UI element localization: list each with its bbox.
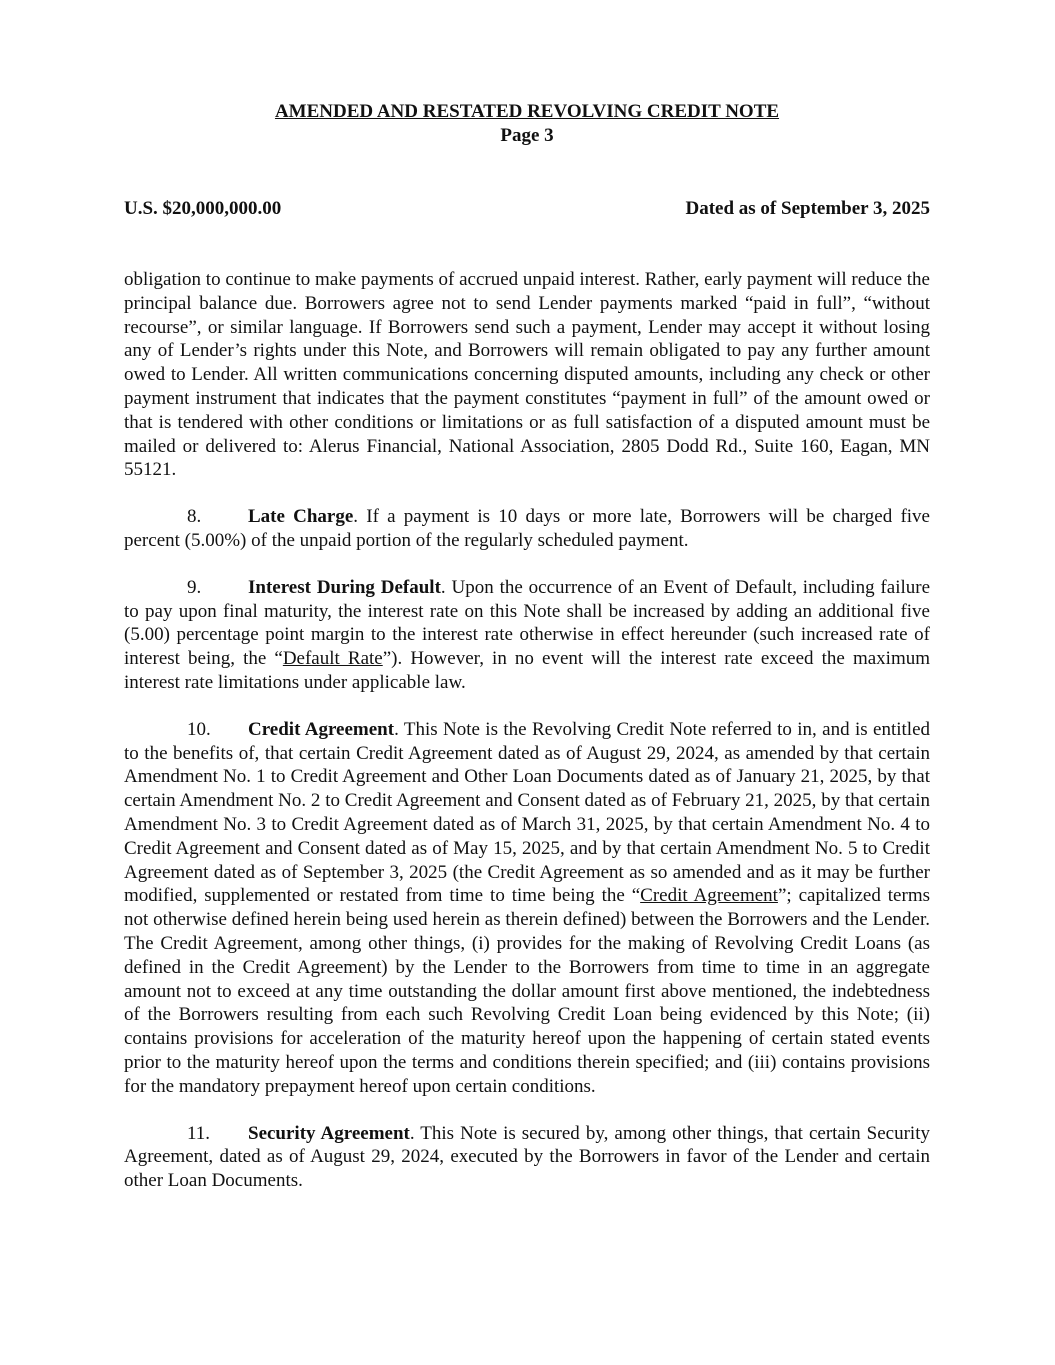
section-text-continued: ”; capitalized terms not otherwise defined herein being used herein as therein defined) between the Borrowers and the Lender. The Credit Agreement, among other things, (i) provides for the making of Revolving Credit Loans (as defined in the Credit Agreement) by the Lender to the Borrowers from time to time in an aggregate amount not to exceed at any time outstanding the dollar amount first above mentioned, the indebtedness of the Borrowers resulting from each such Revolving Credit Loan being evidenced by this Note; (ii) contains provisions for acceleration of the maturity hereof upon the happening of certain stated events prior to the maturity hereof upon the terms and conditions therein specified; and (iii) contains provisions for the mandatory prepayment hereof upon certain conditions. <box>124 885 930 1097</box>
defined-term-credit-agreement: Credit Agreement <box>640 885 778 907</box>
section-security-agreement <box>124 1122 930 1193</box>
document-title: AMENDED AND RESTATED REVOLVING CREDIT NOTE <box>274 101 780 122</box>
document-page <box>124 100 930 1216</box>
section-number: 11. <box>187 1122 211 1144</box>
section-interest-during-default <box>124 576 930 695</box>
section-text: . Upon the occurrence of an Event of Default, including failure to pay upon final maturity, the interest rate on this Note shall be increased by adding an additional five (5.00) percentage point margin to the interest rate otherwise in effect hereunder (such increased rate of interest being, the “ <box>124 576 931 670</box>
principal-amount: U.S. $20,000,000.00 <box>124 198 282 219</box>
section-late-charge <box>124 505 930 553</box>
page-number: Page 3 <box>500 125 554 146</box>
section-heading: Interest During Default <box>248 576 441 598</box>
note-date: Dated as of September 3, 2025 <box>685 198 930 219</box>
note-header-row <box>124 197 930 221</box>
section-number: 10. <box>187 718 211 740</box>
section-credit-agreement <box>124 718 930 1099</box>
section-text-continued: ”). However, in no event will the interest rate exceed the maximum interest rate limitations under applicable law. <box>124 648 931 693</box>
section-heading: Credit Agreement <box>248 718 395 740</box>
section-number: 9. <box>187 576 202 598</box>
section-text: . If a payment is 10 days or more late, Borrowers will be charged five percent (5.00%) of the unpaid portion of the regularly scheduled payment. <box>124 506 930 551</box>
section-text: . This Note is the Revolving Credit Note referred to in, and is entitled to the benefits of, that certain Credit Agreement dated as of August 29, 2024, as amended by that certain Amendment No. 1 to Credit Agreement and Other Loan Documents dated as of January 21, 2025, by that certain Amendment No. 2 to Credit Agreement and Consent dated as of February 21, 2025, by that certain Amendment No. 3 to Credit Agreement dated as of March 31, 2025, by that certain Amendment No. 4 to Credit Agreement and Consent dated as of May 15, 2025, and by that certain Amendment No. 5 to Credit Agreement dated as of September 3, 2025 (the Credit Agreement as so amended and as it may be further modified, supplemented or restated from time to time being the “ <box>124 718 931 907</box>
section-text: . This Note is secured by, among other things, that certain Security Agreement, dated as of August 29, 2024, executed by the Borrowers in favor of the Lender and certain other Loan Documents. <box>124 1122 930 1192</box>
title-block <box>124 100 930 148</box>
section-heading: Security Agreement <box>248 1122 410 1144</box>
defined-term-default-rate: Default Rate <box>282 648 383 670</box>
note-body <box>124 268 930 1193</box>
continuation-paragraph <box>124 268 930 482</box>
section-heading: Late Charge <box>248 506 354 528</box>
section-number: 8. <box>187 506 202 528</box>
continuation-text: obligation to continue to make payments of accrued unpaid interest. Rather, early payment will reduce the principal balance due. Borrowers agree not to send Lender payments marked “paid in full”, “without recourse”, or similar language. If Borrowers send such a payment, Lender may accept it without losing any of Lender’s rights under this Note, and Borrowers will remain obligated to pay any further amount owed to Lender. All written communications concerning disputed amounts, including any check or other payment instrument that indicates that the payment constitutes “payment in full” of the amount owed or that is tendered with other conditions or limitations or as full satisfaction of a disputed amount must be mailed or delivered to: Alerus Financial, National Association, 2805 Dodd Rd., Suite 160, Eagan, MN 55121. <box>124 269 930 481</box>
